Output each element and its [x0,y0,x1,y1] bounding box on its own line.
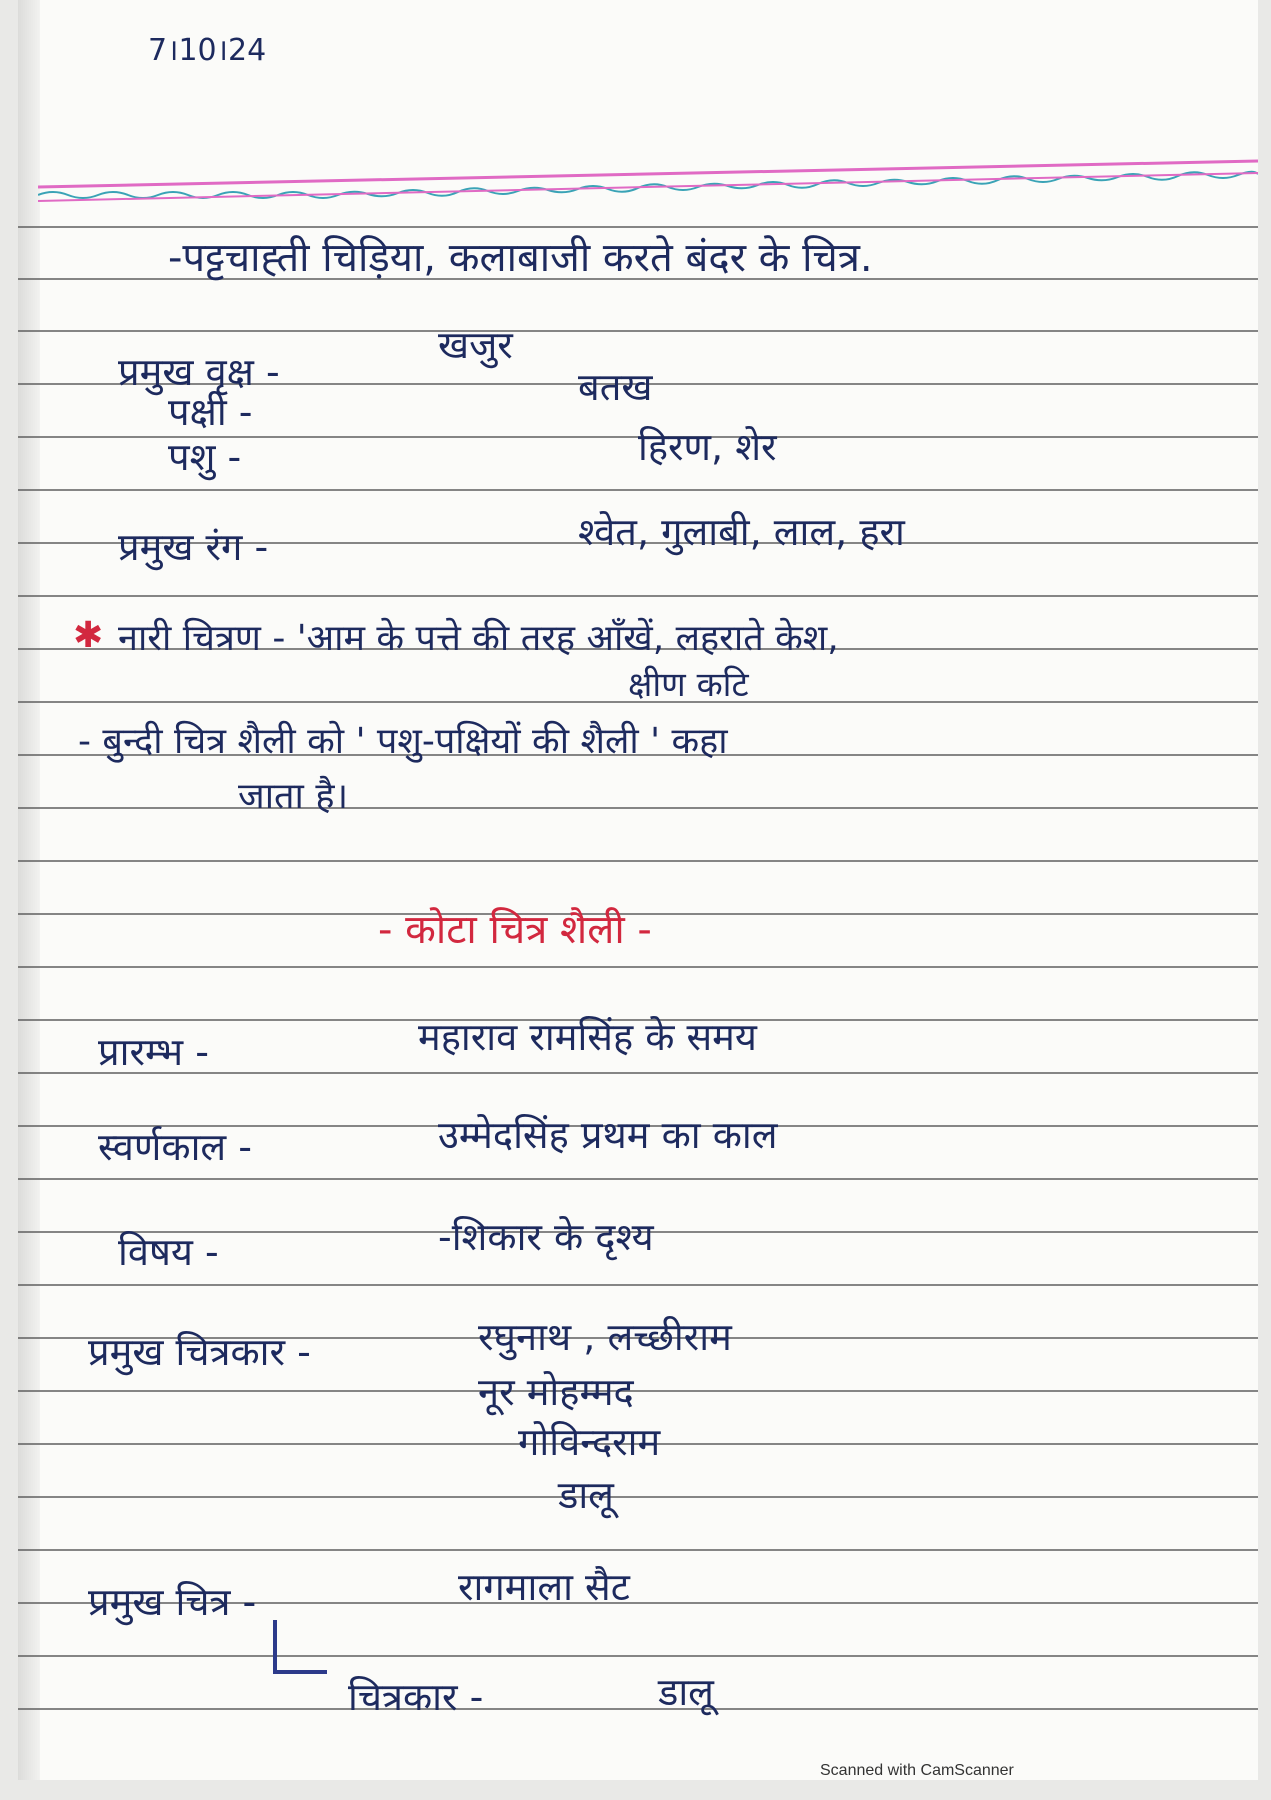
section-heading: - कोटा चित्र शैली - [378,907,652,953]
scanner-watermark: Scanned with CamScanner [820,1762,1014,1779]
l-marker [273,1620,327,1674]
painter-line: गोविन्दराम [518,1420,661,1464]
kota-label-golden: स्वर्णकाल - [98,1125,252,1169]
ruled-line [18,1284,1258,1286]
ruled-line [18,860,1258,862]
row-value-colors: श्वेत, गुलाबी, लाल, हरा [578,510,905,554]
sub-value: डालू [658,1670,714,1714]
nari-line: नारी चित्रण - 'आम के पत्ते की तरह आँखें, लहराते केश, [118,618,839,659]
row-label-animal: पशु - [168,435,242,479]
ruled-line [18,1708,1258,1710]
ruled-line [18,807,1258,809]
ruled-line [18,1178,1258,1180]
major-value: रागमाला सैट [458,1565,630,1609]
kota-label-painters: प्रमुख चित्रकार - [88,1330,311,1374]
row-value-bird: बतख [578,365,653,409]
ruled-line [18,595,1258,597]
page-margin [18,0,40,1780]
bundi-line-2: जाता है। [238,776,349,817]
ruled-line [18,489,1258,491]
ruled-line [18,330,1258,332]
ruled-line [18,966,1258,968]
kota-value-painters: रघुनाथ , लच्छीराम [478,1315,732,1359]
kota-label-subject: विषय - [118,1230,219,1274]
painter-line: डालू [558,1473,614,1517]
header-wavy-rule [38,155,1258,205]
kota-value-subject: -शिकार के दृश्य [438,1215,654,1259]
row-value-animal: हिरण, शेर [638,425,777,469]
ruled-line [18,1496,1258,1498]
nari-line-2: क्षीण कटि [628,665,749,705]
topic-line: -पट्टचाह्ती चिड़िया, कलाबाजी करते बंदर के चित्र. [168,235,873,281]
sub-label: चित्रकार - [348,1675,484,1719]
date-label: 7।10।24 [148,33,267,68]
bundi-line: - बुन्दी चित्र शैली को ' पशु-पक्षियों की शैली ' कहा [78,721,728,762]
kota-label-start: प्रारम्भ - [98,1030,209,1074]
major-label: प्रमुख चित्र - [88,1580,257,1624]
star-mark: ✱ [73,615,104,656]
ruled-line [18,1655,1258,1657]
kota-value-start: महाराव रामसिंह के समय [418,1015,757,1059]
row-value-tree: खजुर [438,323,513,367]
row-label-tree: प्रमुख वृक्ष - [118,350,280,394]
painter-line: नूर मोहम्मद [478,1370,634,1414]
row-label-bird: पक्षी - [168,390,253,434]
row-label-colors: प्रमुख रंग - [118,525,269,569]
ruled-line [18,1549,1258,1551]
kota-value-golden: उम्मेदसिंह प्रथम का काल [438,1113,778,1157]
notebook-page [18,0,1258,1780]
ruled-line [18,1390,1258,1392]
